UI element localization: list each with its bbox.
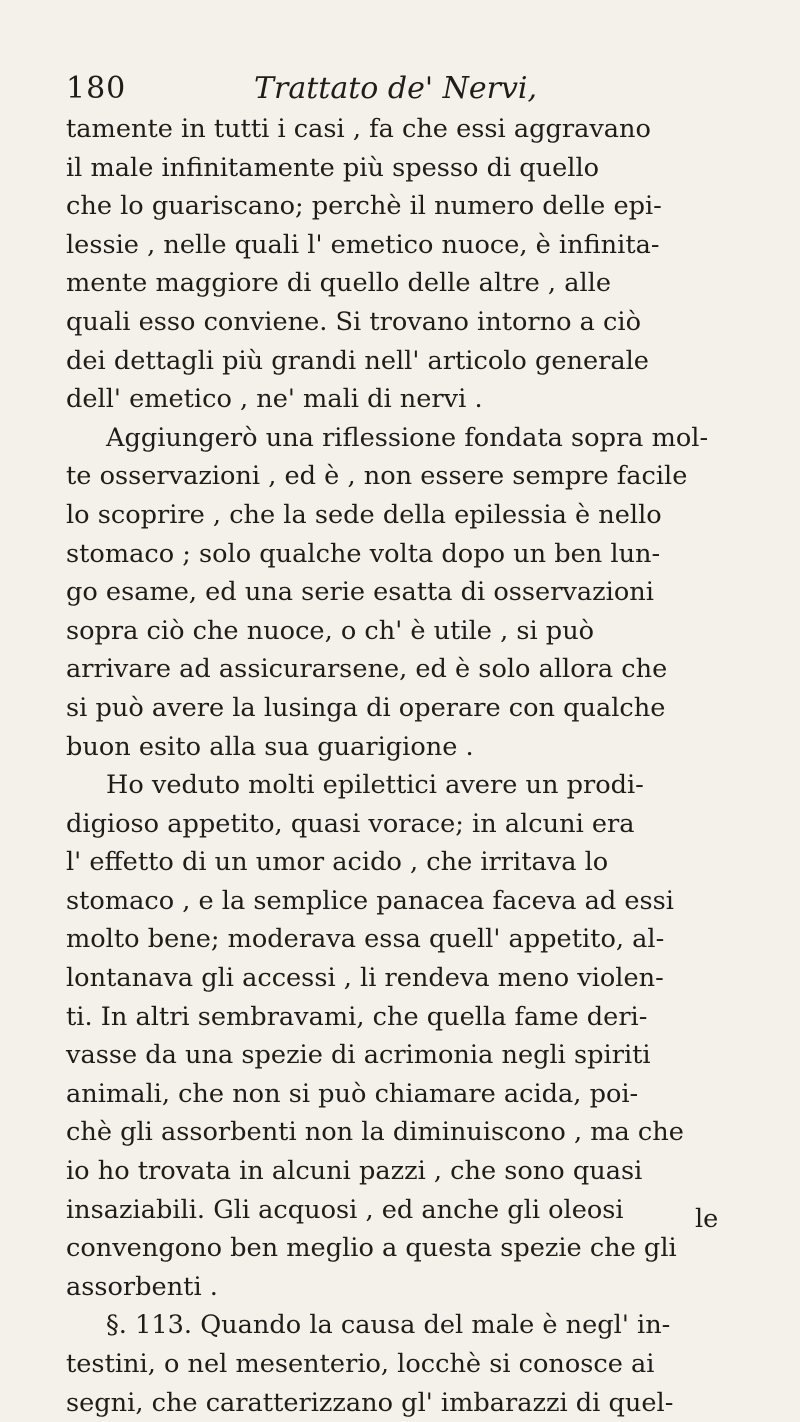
text-line: convengono ben meglio a questa spezie che gli xyxy=(66,1233,677,1264)
text-line: arrivare ad assicurarsene, ed è solo allora che xyxy=(66,654,668,685)
text-line: io ho trovata in alcuni pazzi , che sono quasi xyxy=(66,1156,643,1187)
text-line: stomaco , e la semplice panacea faceva ad essi xyxy=(66,885,674,916)
text-line: sopra ciò che nuoce, o ch' è utile , si può xyxy=(66,615,595,646)
text-line: te osservazioni , ed è , non essere sempre facile xyxy=(66,461,688,492)
text-line: tamente in tutti i casi , fa che essi aggravano xyxy=(66,114,651,144)
text-line: testini, o nel mesenterio, locchè si conosce ai xyxy=(66,1349,655,1379)
text-line: molto bene; moderava essa quell' appetito, al- xyxy=(66,924,665,955)
text-line: segni, che caratterizzano gl' imbarazzi di quel- xyxy=(66,1387,674,1418)
text-line: go esame, ed una serie esatta di osservazioni xyxy=(66,577,654,608)
text-line: dei dettagli più grandi nell' articolo generale xyxy=(66,345,649,376)
text-line: assorbenti . xyxy=(66,1271,218,1302)
text-line: Aggiungerò una riflessione fondata sopra mol- xyxy=(106,422,709,453)
text-line: animali, che non si può chiamare acida, poi- xyxy=(66,1078,639,1109)
text-line: dell' emetico , ne' mali di nervi . xyxy=(66,384,483,415)
page-number: 180 xyxy=(66,71,127,106)
text-line: quali esso conviene. Si trovano intorno a ciò xyxy=(66,306,641,337)
text-line: ti. In altri sembravami, che quella fame deri- xyxy=(66,1001,648,1032)
body-text xyxy=(66,110,740,1422)
text-line: digioso appetito, quasi vorace; in alcuni era xyxy=(66,808,635,839)
running-title: Trattato de' Nervi, xyxy=(254,71,538,106)
text-line: il male infinitamente più spesso di quello xyxy=(66,152,600,183)
catchword: le xyxy=(695,1204,719,1234)
text-line: vasse da una spezie di acrimonia negli spiriti xyxy=(66,1040,651,1071)
text-line: mente maggiore di quello delle altre , alle xyxy=(66,268,611,299)
text-line: insaziabili. Gli acquosi , ed anche gli oleosi xyxy=(66,1194,624,1225)
text-line: chè gli assorbenti non la diminuiscono , ma che xyxy=(66,1117,684,1148)
text-line: lessie , nelle quali l' emetico nuoce, è infinita- xyxy=(66,229,660,260)
text-line: che lo guariscano; perchè il numero delle epi- xyxy=(66,191,662,222)
text-line: §. 113. Quando la causa del male è negl' in- xyxy=(106,1310,671,1341)
text-line: buon esito alla sua guarigione . xyxy=(66,731,474,762)
text-line: stomaco ; solo qualche volta dopo un ben lun- xyxy=(66,538,661,569)
text-line: l' effetto di un umor acido , che irritava lo xyxy=(66,847,609,878)
text-line: si può avere la lusinga di operare con qualche xyxy=(66,692,666,723)
page-header xyxy=(66,70,740,108)
text-line: lo scoprire , che la sede della epilessia è nello xyxy=(66,499,662,530)
text-line: Ho veduto molti epilettici avere un prodi- xyxy=(106,770,644,801)
text-line: lontanava gli accessi , li rendeva meno violen- xyxy=(66,963,664,994)
